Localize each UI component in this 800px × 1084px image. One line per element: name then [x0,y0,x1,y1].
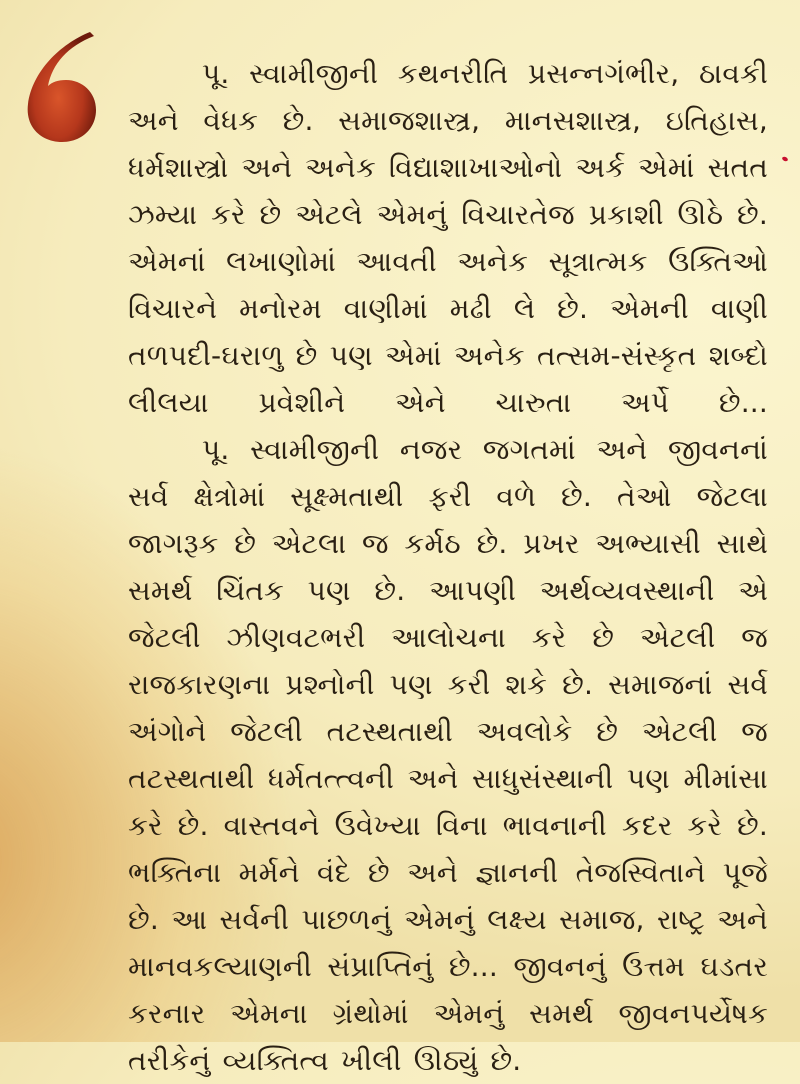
document-body [128,50,768,1084]
accent-dot [781,156,788,162]
opening-quote-mark-icon [18,26,108,146]
paragraph-1: પૂ. સ્વામીજીની કથનરીતિ પ્રસન્નગંભીર, ઠાવકી અને વેધક છે. સમાજશાસ્ત્ર, માનસશાસ્ત્ર, ઇતિહાસ, ધર્મશાસ્ત્રો અને અનેક વિદ્યાશાખાઓનો અર્ક એમાં સતત ઝમ્યા કરે છે એટલે એમનું વિચારતેજ પ્રકાશી ઊઠે છે. એમનાં લખાણોમાં આવતી અનેક સૂત્રાત્મક ઉક્તિઓ વિચારને મનોરમ વાણીમાં મઢી લે છે. એમની વાણી તળપદી-ઘરાળુ છે પણ એમાં અનેક તત્સમ-સંસ્કૃત શબ્દો લીલયા પ્રવેશીને એને ચારુતા અર્પે છે... [128,57,768,419]
paragraph-2: પૂ. સ્વામીજીની નજર જગતમાં અને જીવનનાં સર્વ ક્ષેત્રોમાં સૂક્ષ્મતાથી ફરી વળે છે. તેઓ જેટલા જાગરૂક છે એટલા જ કર્મઠ છે. પ્રખર અભ્યાસી સાથે સમર્થ ચિંતક પણ છે. આપણી અર્થવ્યવસ્થાની એ જેટલી ઝીણવટભરી આલોચના કરે છે એટલી જ રાજકારણના પ્રશ્નોની પણ કરી શકે છે. સમાજનાં સર્વ અંગોને જેટલી તટસ્થતાથી અવલોકે છે એટલી જ તટસ્થતાથી ધર્મતત્ત્વની અને સાધુસંસ્થાની પણ મીમાંસા કરે છે. વાસ્તવને ઉવેખ્યા વિના ભાવનાની કદર કરે છે. ભક્તિના મર્મને વંદે છે અને જ્ઞાનની તેજસ્વિતાને પૂજે છે. આ સર્વની પાછળનું એમનું લક્ષ્ય સમાજ, રાષ્ટ્ર અને માનવકલ્યાણની સંપ્રાપ્તિનું છે... જીવનનું ઉત્તમ ઘડતર કરનાર એમના ગ્રંથોમાં એમનું સમર્થ જીવનપર્યેષક તરીકેનું વ્યક્તિત્વ ખીલી ઊઠ્યું છે. [128,433,768,1077]
